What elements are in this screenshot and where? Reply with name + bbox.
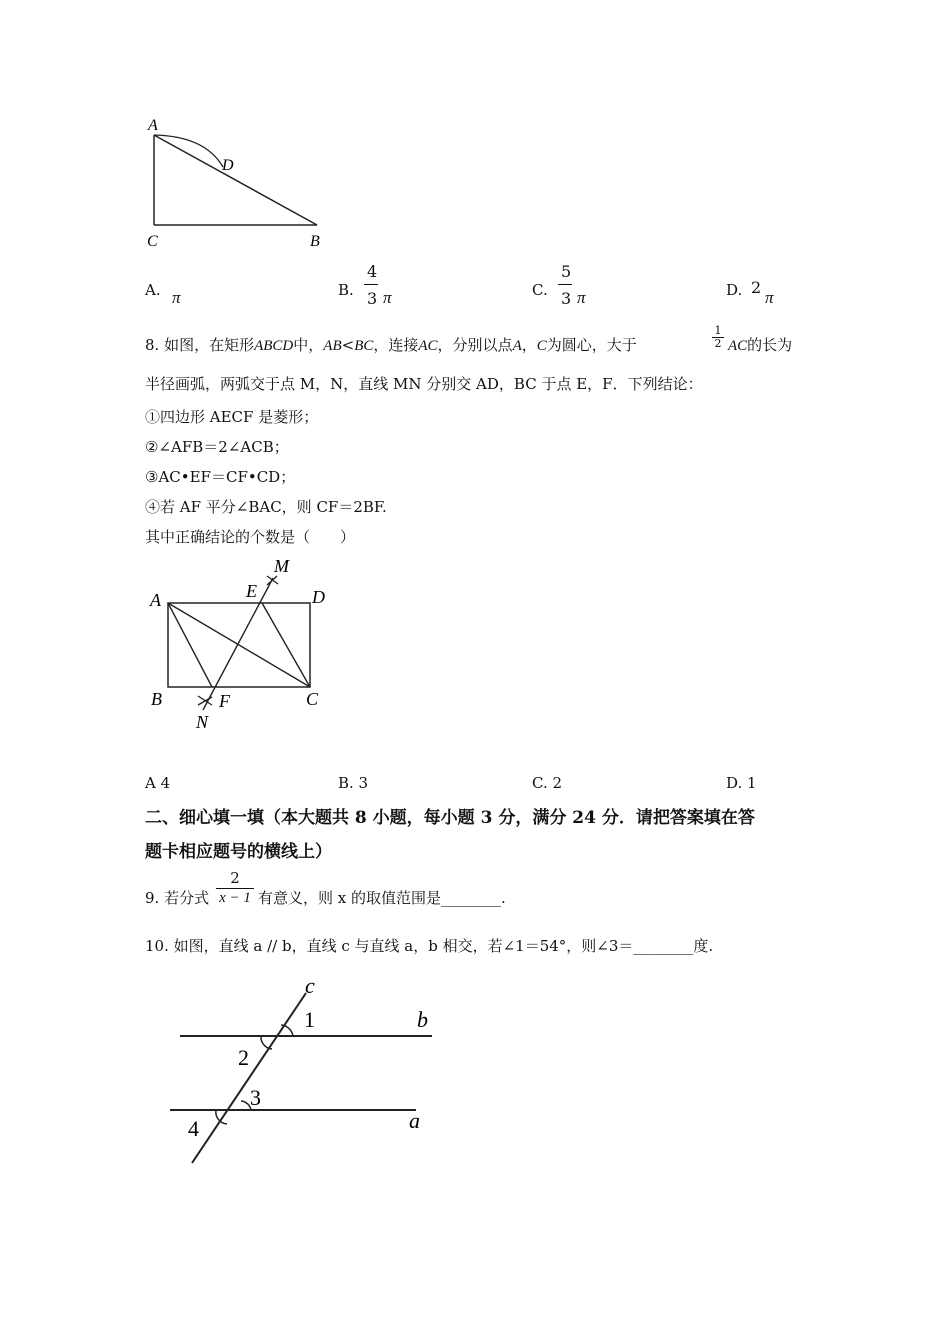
q8-ask: 其中正确结论的个数是（ ） bbox=[145, 528, 356, 546]
q8-question-line1-end: AC的长为 bbox=[728, 336, 793, 354]
q8-half-den: 2 bbox=[714, 337, 722, 350]
q8-question-line1: 8. 如图，在矩形ABCD中，AB<BC，连接AC，分别以点A，C为圆心，大于 bbox=[145, 336, 637, 354]
q7-option-d-pi: π bbox=[765, 288, 774, 307]
q7-option-a[interactable] bbox=[145, 281, 161, 299]
q7-label-d: D bbox=[222, 157, 234, 174]
q8-option-c[interactable]: C. 2 bbox=[532, 774, 563, 792]
q8-label-b: B bbox=[151, 689, 162, 709]
q8-label-n: N bbox=[196, 712, 209, 732]
q8-statement-2: ②∠AFB＝2∠ACB； bbox=[145, 438, 289, 456]
q8-figure bbox=[140, 550, 350, 740]
q10-label-2: 2 bbox=[238, 1045, 249, 1070]
q7-option-d-letter: D. bbox=[726, 281, 743, 299]
q10-figure bbox=[160, 965, 450, 1175]
q8-label-f: F bbox=[219, 691, 230, 711]
q8-label-a: A bbox=[150, 590, 161, 610]
q7-option-b-fraction-bar bbox=[364, 284, 378, 285]
q7-label-a: A bbox=[148, 117, 158, 134]
q8-statement-3: ③AC•EF＝CF•CD； bbox=[145, 468, 296, 486]
q7-option-b[interactable] bbox=[338, 281, 354, 299]
q7-option-b-den: 3 bbox=[367, 289, 378, 308]
q7-label-b: B bbox=[310, 233, 320, 250]
q7-option-c[interactable] bbox=[532, 281, 548, 299]
q10-label-3: 3 bbox=[250, 1085, 261, 1110]
q8-option-b[interactable]: B. 3 bbox=[338, 774, 369, 792]
q7-option-c-fraction-bar bbox=[558, 284, 572, 285]
q7-option-c-pi: π bbox=[577, 288, 586, 307]
q8-half-fraction bbox=[712, 325, 724, 350]
q7-option-c-den: 3 bbox=[561, 289, 572, 308]
q9-fraction-num: 2 bbox=[230, 869, 240, 887]
q8-option-a[interactable]: A 4 bbox=[145, 774, 171, 792]
q9-fraction-den: x − 1 bbox=[219, 890, 251, 906]
q10-question: 10. 如图，直线 a // b，直线 c 与直线 a，b 相交，若∠1＝54°，则∠3＝________度. bbox=[145, 937, 714, 955]
q9-fraction bbox=[216, 869, 254, 908]
q8-half-num: 1 bbox=[714, 324, 722, 337]
q8-label-e: E bbox=[246, 581, 257, 601]
q7-option-c-num: 5 bbox=[561, 262, 572, 281]
q7-option-b-pi: π bbox=[383, 288, 392, 307]
q7-label-c: C bbox=[147, 233, 158, 250]
q10-label-4: 4 bbox=[188, 1116, 199, 1141]
q10-label-a: a bbox=[409, 1108, 420, 1133]
q8-option-d[interactable]: D. 1 bbox=[726, 774, 757, 792]
q8-label-d: D bbox=[312, 587, 325, 607]
q10-label-1: 1 bbox=[304, 1007, 315, 1032]
q7-figure bbox=[130, 110, 350, 260]
q7-option-b-letter: B. bbox=[338, 281, 354, 299]
q8-statement-4: ④若 AF 平分∠BAC，则 CF＝2BF. bbox=[145, 498, 387, 516]
q9-suffix: 有意义，则 x 的取值范围是________. bbox=[258, 889, 506, 907]
q7-option-c-letter: C. bbox=[532, 281, 548, 299]
q8-label-c: C bbox=[306, 689, 319, 709]
q8-statement-1: ①四边形 AECF 是菱形； bbox=[145, 408, 319, 426]
q7-option-d-num: 2 bbox=[751, 278, 762, 297]
q10-label-c: c bbox=[305, 973, 315, 998]
q7-option-a-pi: π bbox=[172, 288, 181, 307]
q7-option-d[interactable] bbox=[726, 281, 742, 299]
q7-option-b-num: 4 bbox=[367, 262, 378, 281]
section-2-heading-line2: 题卡相应题号的横线上） bbox=[145, 842, 332, 862]
q7-option-a-letter: A. bbox=[145, 281, 161, 299]
q8-label-m: M bbox=[274, 556, 289, 576]
q9-prefix: 9. 若分式 bbox=[145, 889, 210, 907]
q10-label-b: b bbox=[417, 1007, 428, 1032]
q8-question-line2: 半径画弧，两弧交于点 M，N，直线 MN 分别交 AD，BC 于点 E，F．下列结论： bbox=[145, 375, 703, 393]
section-2-heading-line1: 二、细心填一填（本大题共 8 小题，每小题 3 分，满分 24 分．请把答案填在答 bbox=[145, 808, 755, 828]
